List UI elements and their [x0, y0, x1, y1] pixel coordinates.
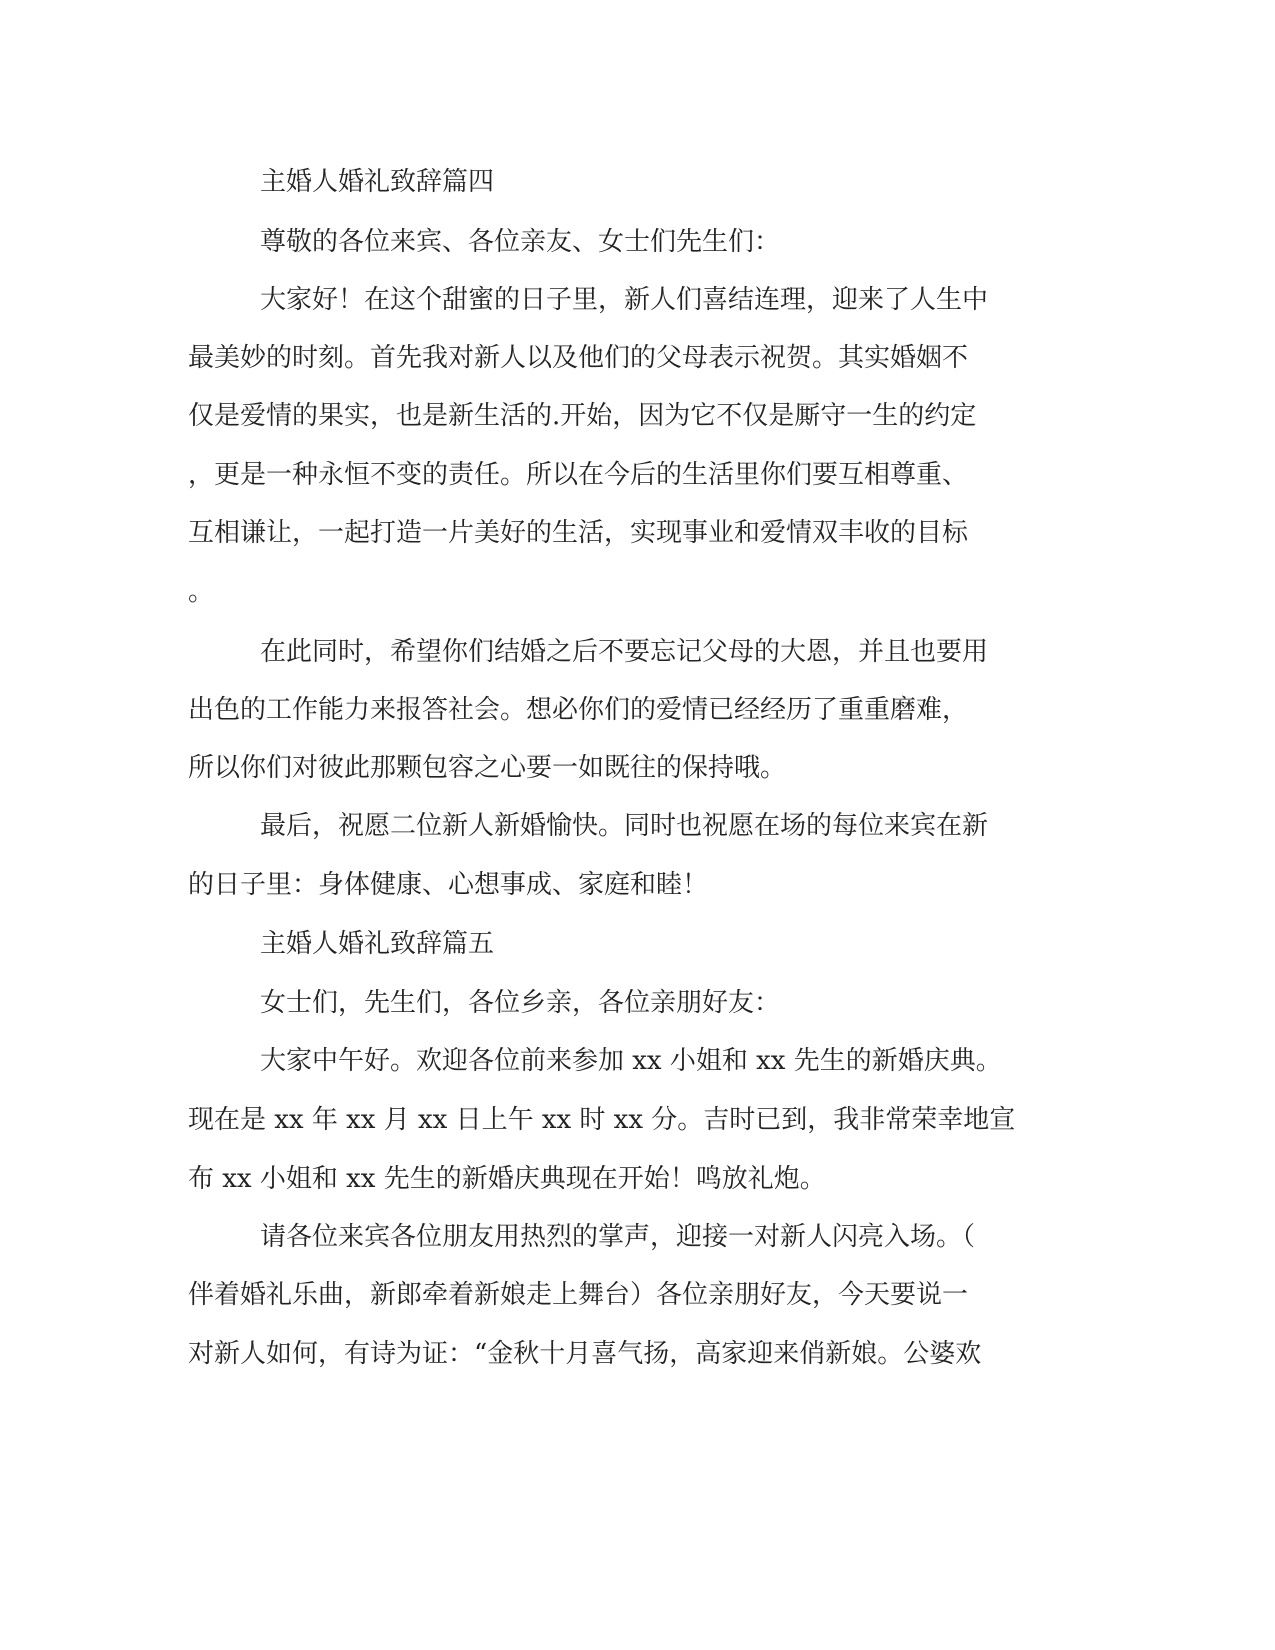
text-line: 对新人如何，有诗为证：“金秋十月喜气扬，高家迎来俏新娘。公婆欢	[188, 1339, 982, 1369]
text-line: 在此同时，希望你们结婚之后不要忘记父母的大恩，并且也要用	[260, 637, 989, 667]
text-line: ，更是一种永恒不变的责任。所以在今后的生活里你们要互相尊重、	[188, 460, 969, 490]
salutation-line: 尊敬的各位来宾、各位亲友、女士们先生们：	[260, 227, 781, 257]
text-line: 所以你们对彼此那颗包容之心要一如既往的保持哦。	[188, 753, 787, 783]
text-line: 请各位来宾各位朋友用热烈的掌声，迎接一对新人闪亮入场。（	[260, 1222, 976, 1252]
text-line: 大家中午好。欢迎各位前来参加 xx 小姐和 xx 先生的新婚庆典。	[260, 1046, 1002, 1076]
section-heading-5: 主婚人婚礼致辞篇五	[260, 929, 495, 959]
text-line: 布 xx 小姐和 xx 先生的新婚庆典现在开始！鸣放礼炮。	[188, 1164, 826, 1194]
text-line: 的日子里：身体健康、心想事成、家庭和睦！	[188, 870, 709, 900]
text-line: 最后，祝愿二位新人新婚愉快。同时也祝愿在场的每位来宾在新	[260, 811, 989, 841]
text-line: 互相谦让，一起打造一片美好的生活，实现事业和爱情双丰收的目标	[188, 518, 969, 548]
text-line: 伴着婚礼乐曲，新郎牵着新娘走上舞台）各位亲朋好友，今天要说一	[188, 1280, 969, 1310]
text-line: 出色的工作能力来报答社会。想必你们的爱情已经经历了重重磨难，	[188, 695, 969, 725]
text-line: 仅是爱情的果实，也是新生活的.开始，因为它不仅是厮守一生的约定	[188, 401, 977, 431]
text-line: 大家好！在这个甜蜜的日子里，新人们喜结连理，迎来了人生中	[260, 285, 989, 315]
text-line: 最美妙的时刻。首先我对新人以及他们的父母表示祝贺。其实婚姻不	[188, 343, 969, 373]
section-heading-4: 主婚人婚礼致辞篇四	[260, 167, 495, 197]
text-line: 。	[188, 577, 215, 607]
text-line: 现在是 xx 年 xx 月 xx 日上午 xx 时 xx 分。吉时已到，我非常荣幸地宣	[188, 1105, 1016, 1135]
salutation-line: 女士们，先生们，各位乡亲，各位亲朋好友：	[260, 988, 781, 1018]
